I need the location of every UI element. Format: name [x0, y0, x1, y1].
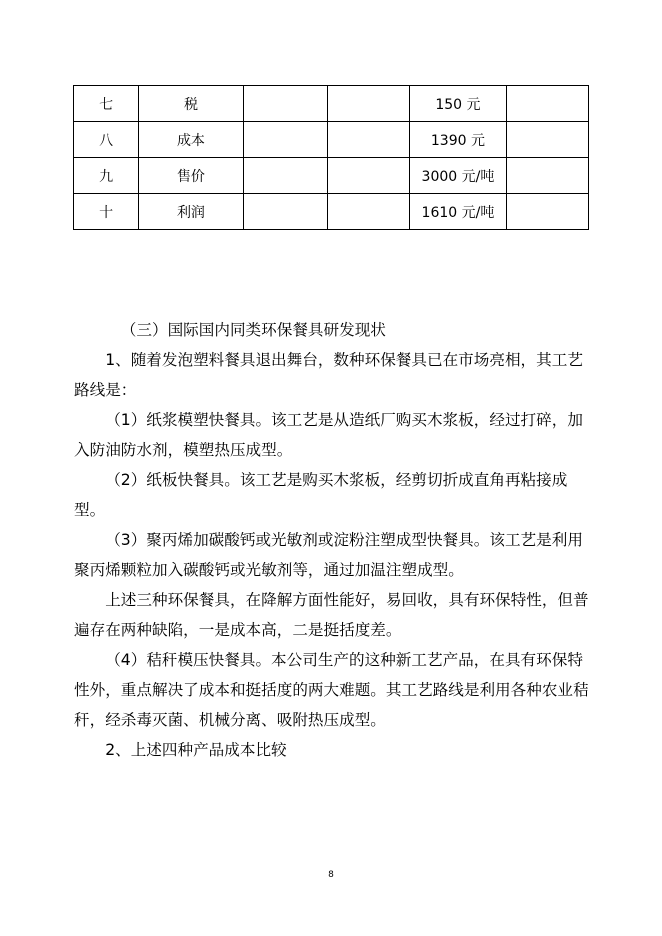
amount-cell: 1390 元	[410, 122, 506, 158]
row-index-cell: 八	[74, 122, 139, 158]
amount-cell: 1610 元/吨	[410, 194, 506, 230]
document-body	[74, 315, 590, 765]
paragraph: 上述三种环保餐具，在降解方面性能好，易回收，具有环保特性，但普遍存在两种缺陷，一是成本高，二是挺括度差。	[74, 591, 589, 639]
table-row	[74, 158, 589, 194]
table-row	[74, 86, 589, 122]
paragraph: （2）纸板快餐具。该工艺是购买木浆板，经剪切折成直角再粘接成型。	[74, 471, 568, 519]
empty-cell	[327, 86, 409, 122]
empty-cell	[506, 122, 588, 158]
empty-cell	[327, 158, 409, 194]
empty-cell	[506, 86, 588, 122]
paragraph: 1、随着发泡塑料餐具退出舞台，数种环保餐具已在市场亮相，其工艺路线是：	[74, 351, 583, 399]
empty-cell	[506, 158, 588, 194]
empty-cell	[243, 86, 327, 122]
paragraph: 2、上述四种产品成本比较	[105, 741, 287, 759]
item-name-cell: 成本	[139, 122, 243, 158]
section-heading: （三）国际国内同类环保餐具研发现状	[120, 321, 386, 339]
page-number: 8	[328, 870, 334, 880]
row-index-cell: 十	[74, 194, 139, 230]
cost-table	[73, 85, 589, 230]
empty-cell	[327, 194, 409, 230]
empty-cell	[243, 158, 327, 194]
paragraph: （3）聚丙烯加碳酸钙或光敏剂或淀粉注塑成型快餐具。该工艺是利用聚丙烯颗粒加入碳酸钙或光敏剂等，通过加温注塑成型。	[74, 531, 583, 579]
amount-cell: 150 元	[410, 86, 506, 122]
item-name-cell: 利润	[139, 194, 243, 230]
empty-cell	[243, 122, 327, 158]
empty-cell	[506, 194, 588, 230]
paragraph: （4）秸秆模压快餐具。本公司生产的这种新工艺产品，在具有环保特性外，重点解决了成本和挺括度的两大难题。其工艺路线是利用各种农业秸秆，经杀毒灭菌、机械分离、吸附热压成型。	[74, 651, 589, 729]
empty-cell	[243, 194, 327, 230]
item-name-cell: 售价	[139, 158, 243, 194]
paragraph: （1）纸浆模塑快餐具。该工艺是从造纸厂购买木浆板，经过打碎，加入防油防水剂，模塑热压成型。	[74, 411, 583, 459]
row-index-cell: 九	[74, 158, 139, 194]
table-row	[74, 122, 589, 158]
row-index-cell: 七	[74, 86, 139, 122]
item-name-cell: 税	[139, 86, 243, 122]
table-row	[74, 194, 589, 230]
empty-cell	[327, 122, 409, 158]
amount-cell: 3000 元/吨	[410, 158, 506, 194]
